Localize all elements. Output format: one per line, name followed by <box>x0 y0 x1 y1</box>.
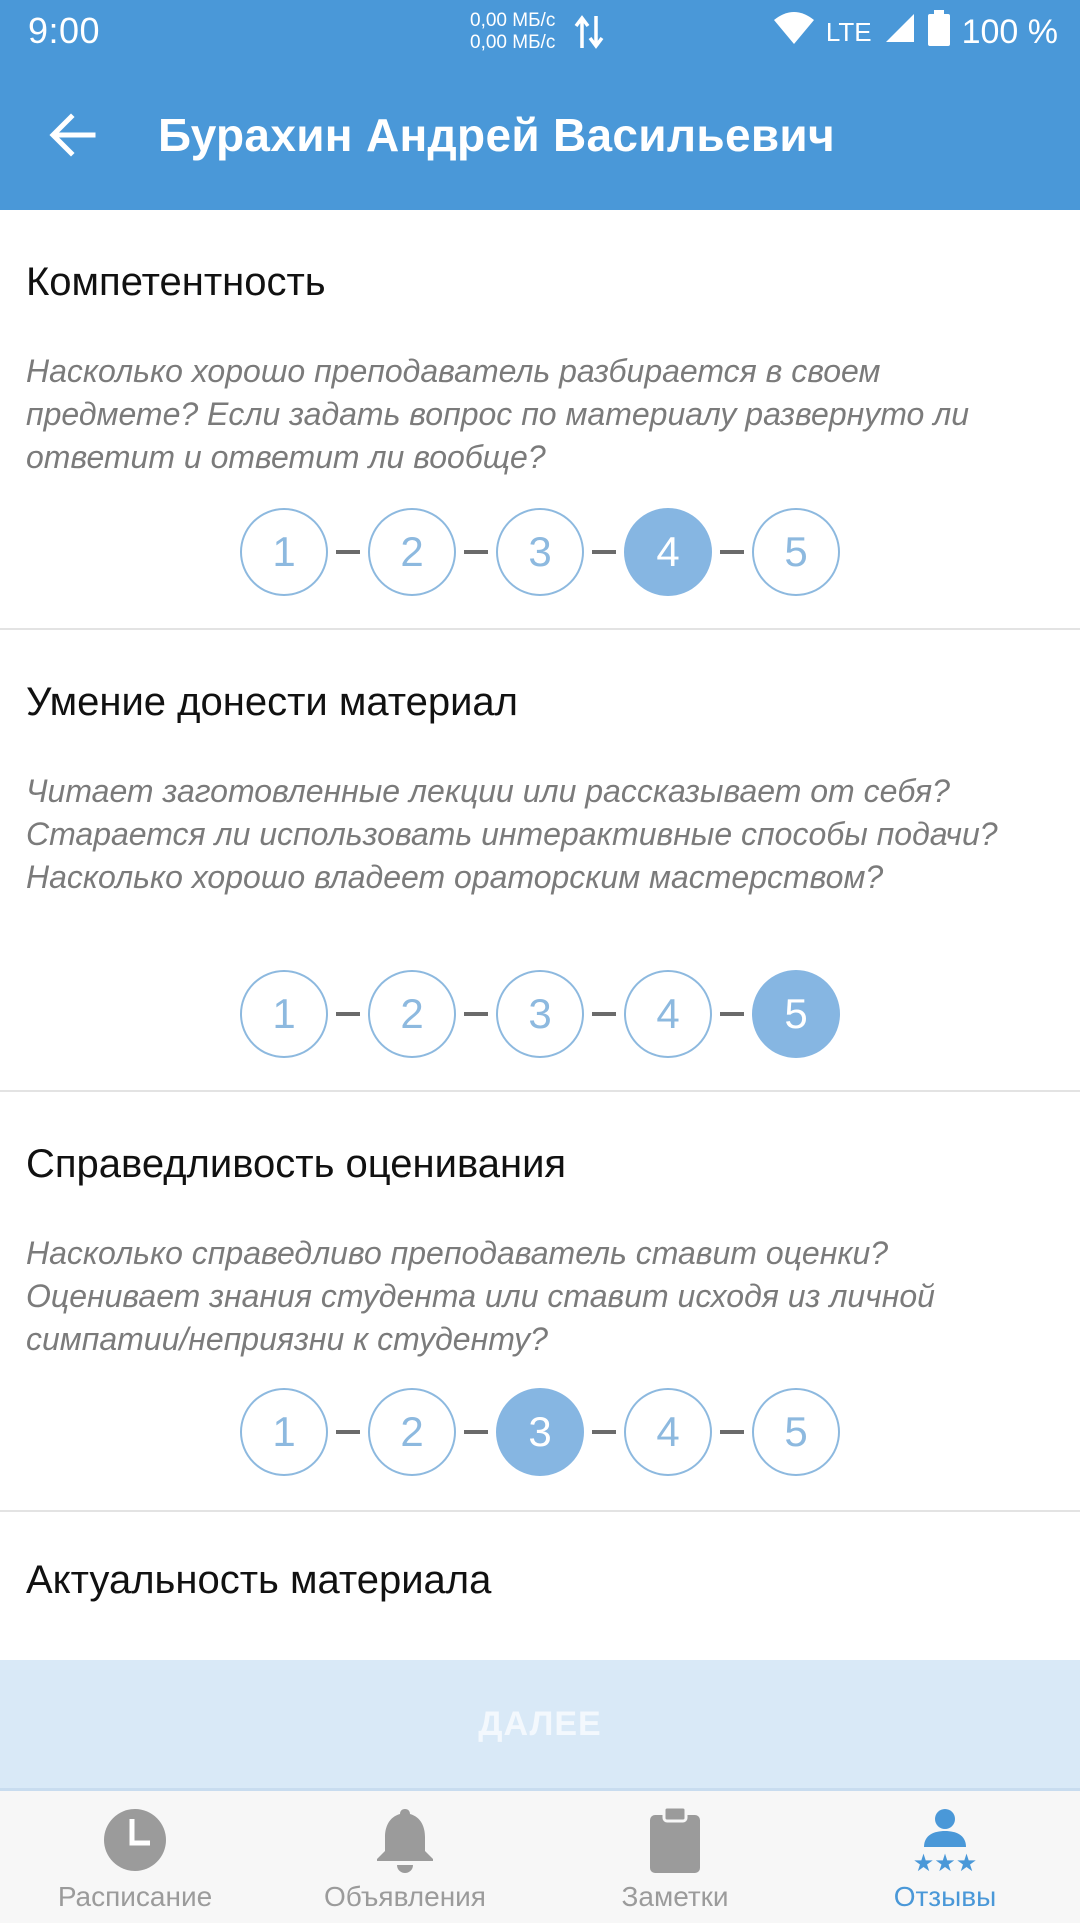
svg-text:★★★: ★★★ <box>912 1849 978 1873</box>
nav-item-schedule[interactable] <box>0 1791 270 1923</box>
rating-divider <box>464 550 488 554</box>
status-time: 9:00 <box>28 10 101 51</box>
rating-divider <box>720 1430 744 1434</box>
section-description: Насколько справедливо преподаватель ставит оценки? Оценивает знания студента или ставит исходя из личной симпатии/неприязни к студенту? <box>26 1235 935 1357</box>
wifi-icon <box>774 12 814 53</box>
section-title: Справедливость оценивания <box>26 1142 567 1186</box>
rating-option-4[interactable]: 4 <box>624 970 712 1058</box>
net-up-speed: 0,00 МБ/с <box>470 10 556 31</box>
section-relevance <box>0 1512 1080 1660</box>
rating-option-4[interactable]: 4 <box>624 1388 712 1476</box>
rating-option-3[interactable]: 3 <box>496 970 584 1058</box>
rating-scale <box>0 508 1080 596</box>
bell-icon <box>375 1805 435 1875</box>
arrow-left-icon <box>49 111 97 164</box>
nav-label: Расписание <box>57 1881 213 1912</box>
nav-label: Заметки <box>621 1881 729 1912</box>
nav-item-announcements[interactable] <box>270 1791 540 1923</box>
section-description: Читает заготовленные лекции или рассказывает от себя? Старается ли использовать интерактивные способы подачи? Насколько хорошо владеет ораторским мастерством? <box>26 773 998 895</box>
section-delivery <box>0 630 1080 1092</box>
network-type: LTE <box>825 17 872 47</box>
network-speed <box>470 10 555 54</box>
rating-divider <box>592 1430 616 1434</box>
section-competence <box>0 210 1080 630</box>
battery-level: 100 % <box>961 13 1058 51</box>
rating-scale <box>0 970 1080 1058</box>
next-button[interactable]: ДАЛЕЕ <box>0 1660 1080 1788</box>
rating-divider <box>336 1012 360 1016</box>
section-title: Актуальность материала <box>26 1558 492 1602</box>
rating-divider <box>720 550 744 554</box>
section-title: Компетентность <box>26 260 326 304</box>
rating-option-3[interactable]: 3 <box>496 1388 584 1476</box>
rating-option-3[interactable]: 3 <box>496 508 584 596</box>
clock-icon <box>102 1805 168 1875</box>
rating-divider <box>720 1012 744 1016</box>
status-right <box>774 10 1058 55</box>
data-arrows-icon <box>574 12 604 57</box>
status-bar <box>0 0 1080 64</box>
nav-item-notes[interactable] <box>540 1791 810 1923</box>
bottom-nav <box>0 1788 1080 1923</box>
rating-divider <box>336 550 360 554</box>
nav-label: Отзывы <box>893 1881 997 1912</box>
app-bar <box>0 64 1080 210</box>
rating-option-2[interactable]: 2 <box>368 508 456 596</box>
rating-scale <box>0 1388 1080 1476</box>
rating-option-1[interactable]: 1 <box>240 1388 328 1476</box>
rating-option-2[interactable]: 2 <box>368 1388 456 1476</box>
section-title: Умение донести материал <box>26 680 519 724</box>
rating-option-5[interactable]: 5 <box>752 508 840 596</box>
rating-option-1[interactable]: 1 <box>240 970 328 1058</box>
back-button[interactable] <box>40 104 106 170</box>
rating-divider <box>464 1012 488 1016</box>
section-fairness <box>0 1092 1080 1512</box>
nav-label: Объявления <box>324 1881 486 1912</box>
clipboard-icon <box>648 1805 702 1875</box>
rating-option-5[interactable]: 5 <box>752 970 840 1058</box>
net-down-speed: 0,00 МБ/с <box>470 32 556 53</box>
rating-divider <box>336 1430 360 1434</box>
rating-divider <box>592 1012 616 1016</box>
rating-option-4[interactable]: 4 <box>624 508 712 596</box>
section-description: Насколько хорошо преподаватель разбирается в своем предмете? Если задать вопрос по материалу развернуто ли ответит и ответит ли вообще? <box>26 353 970 475</box>
signal-icon <box>884 12 916 53</box>
page-title: Бурахин Андрей Васильевич <box>158 109 835 161</box>
rating-divider <box>592 550 616 554</box>
rating-option-5[interactable]: 5 <box>752 1388 840 1476</box>
rating-option-1[interactable]: 1 <box>240 508 328 596</box>
review-form <box>0 210 1080 1660</box>
top-bar <box>0 0 1080 210</box>
reviews-stars-icon <box>910 1805 980 1875</box>
nav-item-reviews[interactable] <box>810 1791 1080 1923</box>
rating-divider <box>464 1430 488 1434</box>
rating-option-2[interactable]: 2 <box>368 970 456 1058</box>
battery-icon <box>928 10 950 55</box>
